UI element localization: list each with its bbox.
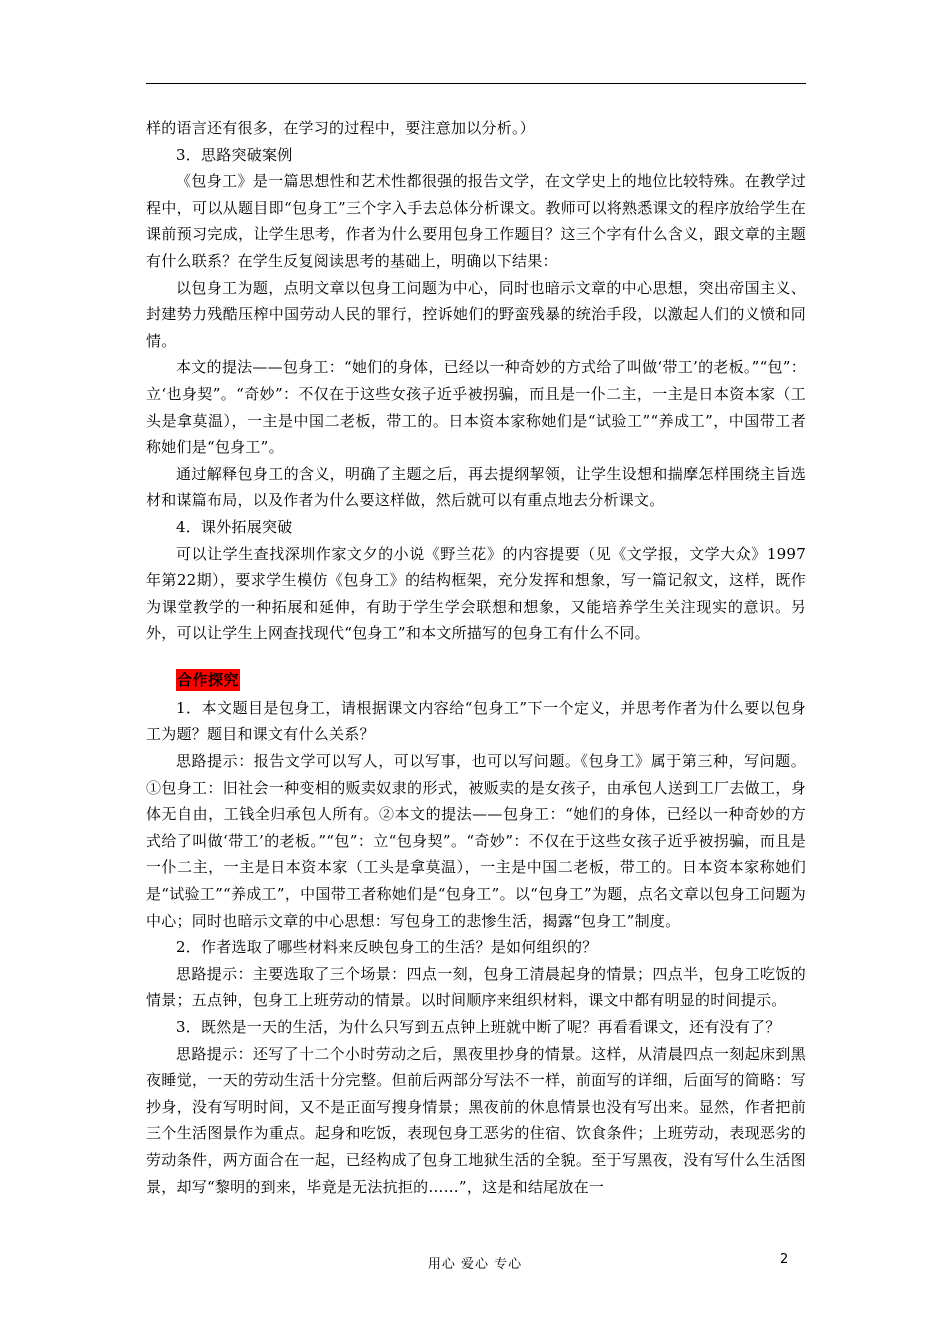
paragraph: 样的语言还有很多，在学习的过程中，要注意加以分析。） bbox=[146, 119, 536, 137]
section-heading-wrap bbox=[146, 668, 806, 692]
question-3: 3．既然是一天的生活，为什么只写到五点钟上班就中断了呢？再看看课文，还有没有了？ bbox=[176, 1018, 781, 1036]
section-heading: 合作探究 bbox=[177, 670, 240, 689]
hint-1: 思路提示：报告文学可以写人，可以写事，也可以写问题。《包身工》属于第三种，写问题。①包身工：旧社会一种变相的贩卖奴隶的形式，被贩卖的是女孩子，由承包人送到工厂去做工，身体无自由，工钱全归承包人所有。②本文的提法——包身工：“她们的身体，已经以一种奇妙的方式给了叫做‘带工’的老板。”“包”：立“包身契”。“奇妙”：不仅在于这些女孩子近乎被拐骗，而且是一仆二主，一主是日本资本家（工头是拿莫温），一主是中国二老板，带工的。日本资本家称她们是“试验工”“养成工”，中国带工者称她们是“包身工”。以“包身工”为题，点名文章以包身工问题为中心；同时也暗示文章的中心思想：写包身工的悲惨生活，揭露“包身工”制度。 bbox=[146, 752, 806, 930]
subheading-3: 3．思路突破案例 bbox=[176, 145, 293, 164]
paragraph: 通过解释包身工的含义，明确了主题之后，再去提纲挈领，让学生设想和揣摩怎样围绕主旨选材和谋篇布局，以及作者为什么要这样做，然后就可以有重点地去分析课文。 bbox=[146, 464, 806, 510]
paragraph: 可以让学生查找深圳作家文夕的小说《野兰花》的内容提要（见《文学报，文学大众》1997年第22期），要求学生模仿《包身工》的结构框架，充分发挥和想象，写一篇记叙文，这样，既作为课堂教学的一种拓展和延伸，有助于学生学会联想和想象，又能培养学生关注现实的意识。另外，可以让学生上网查找现代“包身工”和本文所描写的包身工有什么不同。 bbox=[146, 544, 806, 643]
paragraph: 以包身工为题，点明文章以包身工问题为中心，同时也暗示文章的中心思想，突出帝国主义、封建势力残酷压榨中国劳动人民的罪行，控诉她们的野蛮残暴的统治手段，以激起人们的义愤和同情。 bbox=[146, 278, 806, 350]
document-body bbox=[146, 115, 806, 1200]
paragraph: 《包身工》是一篇思想性和艺术性都很强的报告文学，在文学史上的地位比较特殊。在教学过程中，可以从题目即“包身工”三个字入手去总体分析课文。教师可以将熟悉课文的程序放给学生在课前预习完成，让学生思考，作者为什么要用包身工作题目？这三个字有什么含义，跟文章的主题有什么联系？在学生反复阅读思考的基础上，明确以下结果： bbox=[146, 172, 806, 270]
hint-3: 思路提示：还写了十二个小时劳动之后，黑夜里抄身的情景。这样，从清晨四点一刻起床到黑夜睡觉，一天的劳动生活十分完整。但前后两部分写法不一样，前面写的详细，后面写的简略：写抄身，没有写明时间，又不是正面写搜身情景；黑夜前的休息情景也没有写出来。显然，作者把前三个生活图景作为重点。起身和吃饭，表现包身工恶劣的住宿、饮食条件；上班劳动，表现恶劣的劳动条件，两方面合在一起，已经构成了包身工地狱生活的全貌。至于写黑夜，没有写什么生活图景，却写“黎明的到来，毕竟是无法抗拒的……”，这是和结尾放在一 bbox=[146, 1044, 806, 1196]
subheading-4: 4．课外拓展突破 bbox=[176, 517, 293, 536]
question-2: 2．作者选取了哪些材料来反映包身工的生活？是如何组织的？ bbox=[176, 938, 598, 957]
question-1: 1．本文题目是包身工，请根据课文内容给“包身工”下一个定义，并思考作者为什么要以包身工为题？题目和课文有什么关系？ bbox=[146, 698, 806, 744]
page-footer: 用心 爱心 专心 bbox=[427, 1257, 523, 1272]
paragraph: 本文的提法——包身工：“她们的身体，已经以一种奇妙的方式给了叫做‘带工’的老板。”“包”：立‘也身契”。“奇妙”：不仅在于这些女孩子近乎被拐骗，而且是一仆二主，一主是日本资本家（工头是拿莫温），一主是中国二老板，带工的。日本资本家称她们是“试验工”“养成工”，中国带工者称她们是“包身工”。 bbox=[146, 358, 806, 457]
page-number: 2 bbox=[780, 1252, 789, 1267]
header-rule bbox=[146, 83, 806, 84]
hint-2: 思路提示：主要选取了三个场景：四点一刻，包身工清晨起身的情景；四点半，包身工吃饭的情景；五点钟，包身工上班劳动的情景。以时间顺序来组织材料，课文中都有明显的时间提示。 bbox=[146, 964, 806, 1010]
